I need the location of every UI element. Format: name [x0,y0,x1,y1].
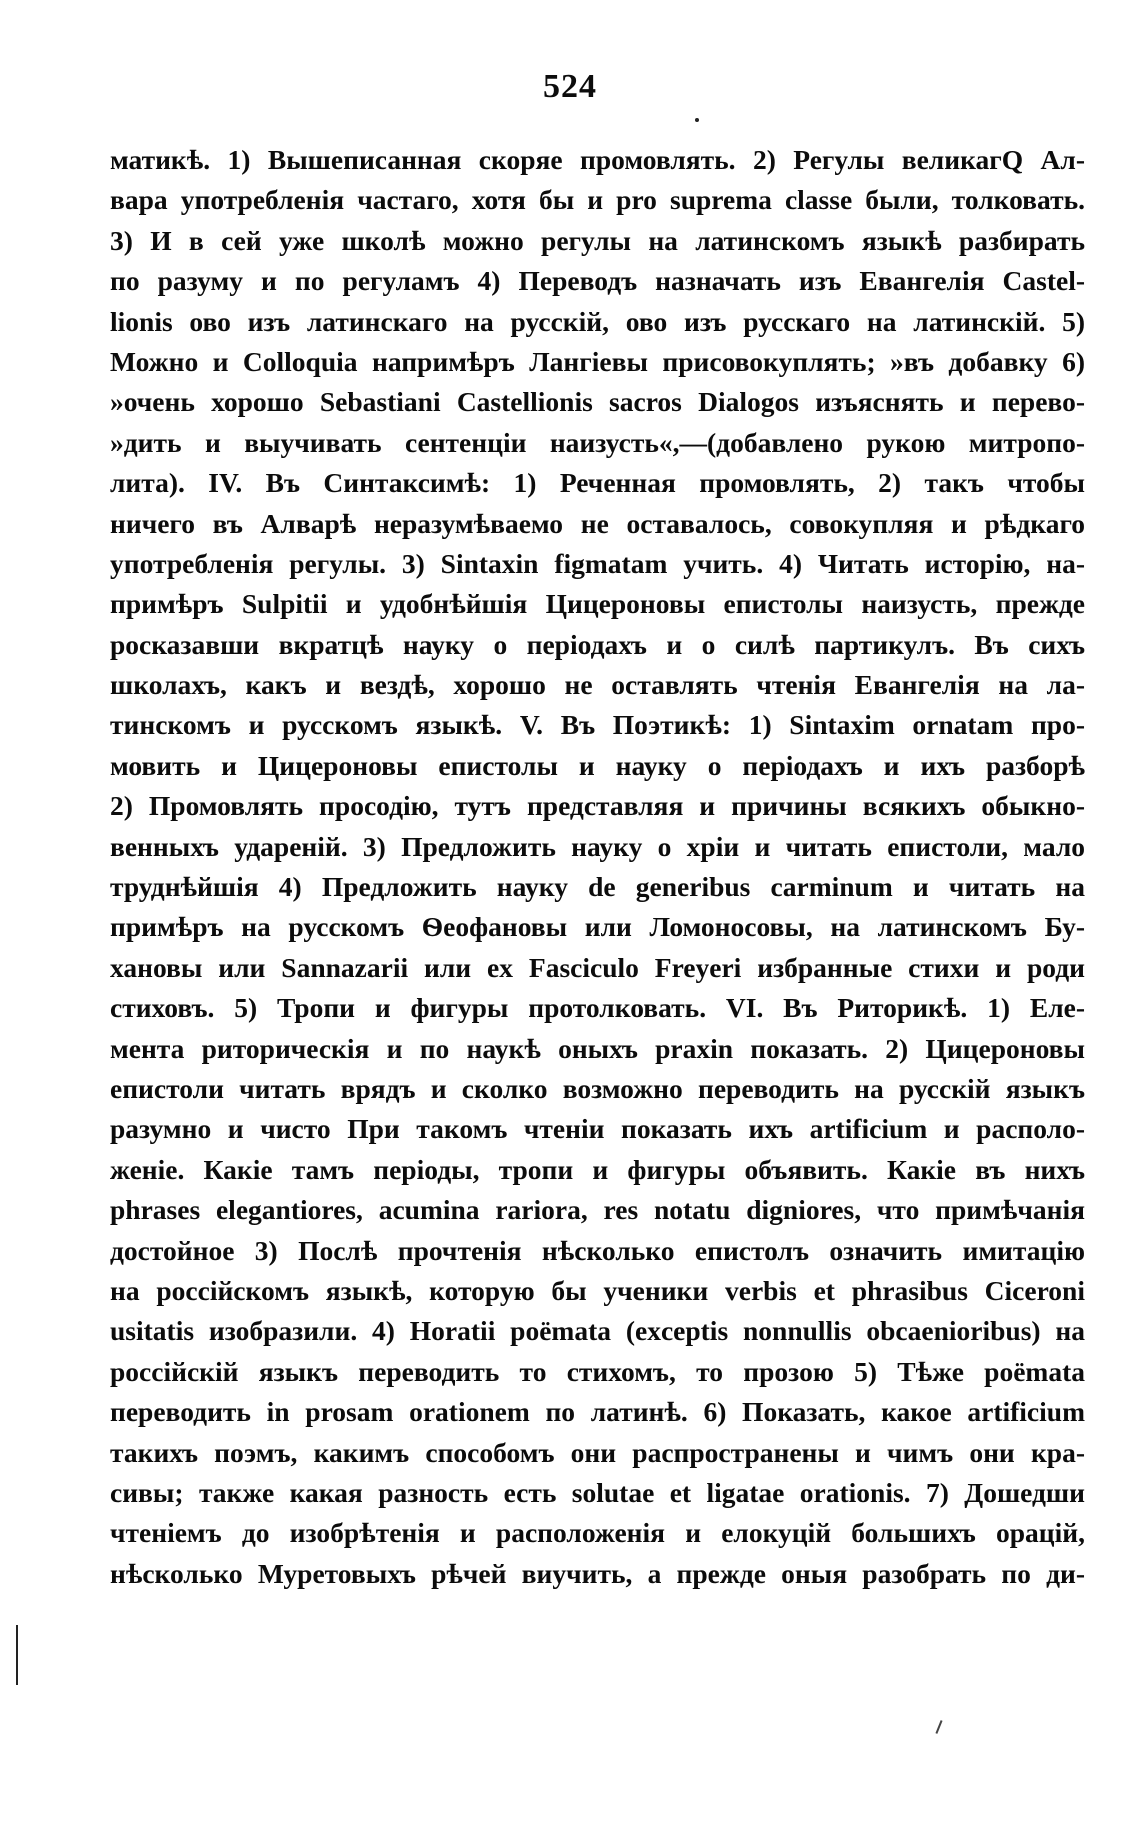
text-line: росказавши вкратцѣ науку о періодахъ и о силѣ партикулъ. Въ сихъ [110,628,1085,660]
page-number: 524 [543,68,597,105]
text-line: тинскомъ и русскомъ языкѣ. V. Въ Поэтикѣ: 1) Sintaxim ornatam про- [110,709,1085,741]
text-line: стиховъ. 5) Тропи и фигуры протолковать. VI. Въ Риторикѣ. 1) Еле- [110,992,1085,1024]
text-line: россійскій языкъ переводить то стихомъ, то прозою 5) Тѣже poëmata [110,1355,1085,1387]
text-line: лита). IV. Въ Синтаксимѣ: 1) Реченная промовлять, 2) такъ чтобы [110,467,1085,499]
text-line: Можно и Colloquia напримѣръ Лангіевы присовокуплять; »въ добавку 6) [110,345,1085,377]
text-line: нѣсколько Муретовыхъ рѣчей виучить, а прежде оныя разобрать по ди- [110,1557,1085,1589]
text-line: мовить и Цицероновы епистолы и науку о періодахъ и ихъ разборѣ [110,749,1085,781]
text-line: usitatis изобразили. 4) Horatii poëmata (exceptis nonnullis obcaenioribus) на [110,1315,1085,1347]
text-line: сивы; также какая разность есть solutae et ligatae orationis. 7) Дошедши [110,1476,1085,1508]
text-line: lionis ово изъ латинскаго на русскій, ово изъ русскаго на латинскій. 5) [110,305,1085,337]
ink-dot [695,118,699,122]
text-line: вара употребленія частаго, хотя бы и pro suprema classe были, толковать. [110,184,1085,216]
text-line: примѣръ Sulpitii и удобнѣйшія Цицероновы епистолы наизусть, прежде [110,588,1085,620]
text-line: чтеніемъ до изобрѣтенія и расположенія и елокуцій большихъ орацій, [110,1517,1085,1549]
margin-line [16,1625,18,1685]
text-line: примѣръ на русскомъ Ѳеофановы или Ломоносовы, на латинскомъ Бу- [110,911,1085,943]
text-line: мента риторическія и по наукѣ оныхъ praxin показать. 2) Цицероновы [110,1032,1085,1064]
body-text [110,140,1085,1594]
text-line: женіе. Какіе тамъ періоды, тропи и фигуры объявить. Какіе въ нихъ [110,1153,1085,1185]
text-line: переводить in prosam orationem по латинѣ. 6) Показать, какое artificium [110,1396,1085,1428]
text-line: 2) Промовлять просодію, тутъ представляя и причины всякихъ обыкно- [110,790,1085,822]
text-line: phrases elegantiores, acumina rariora, res notatu digniores, что примѣчанія [110,1194,1085,1226]
text-line: труднѣйшія 4) Предложить науку de generibus carminum и читать на [110,871,1085,903]
text-line: разумно и чисто При такомъ чтеніи показать ихъ artificium и располо- [110,1113,1085,1145]
text-line: употребленія регулы. 3) Sintaxin figmatam учить. 4) Читать исторію, на- [110,547,1085,579]
text-line: »дить и выучивать сентенціи наизусть«,—(добавлено рукою митропо- [110,426,1085,458]
text-line: хановы или Sannazarii или ex Fasciculo Freyeri избранные стихи и роди [110,951,1085,983]
text-line: по разуму и по регуламъ 4) Переводъ назначать изъ Евангелія Castel- [110,265,1085,297]
text-line: на россійскомъ языкѣ, которую бы ученики verbis et phrasibus Ciceroni [110,1274,1085,1306]
text-line: венныхъ удареній. 3) Предложить науку о хріи и читать епистоли, мало [110,830,1085,862]
text-line: достойное 3) Послѣ прочтенія нѣсколько епистолъ означить имитацію [110,1234,1085,1266]
text-line: ничего въ Алварѣ неразумѣваемо не оставалось, совокупляя и рѣдкаго [110,507,1085,539]
stray-mark [935,1720,942,1734]
text-line: 3) И в сей уже школѣ можно регулы на латинскомъ языкѣ разбирать [110,224,1085,256]
text-line: »очень хорошо Sebastiani Castellionis sacros Dialogos изъяснять и перево- [110,386,1085,418]
text-line: матикѣ. 1) Вышеписанная скоряе промовлять. 2) Регулы великагQ Ал- [110,144,1085,175]
text-line: епистоли читать врядъ и сколко возможно переводить на русскій языкъ [110,1072,1085,1104]
text-line: школахъ, какъ и вездѣ, хорошо не оставлять чтенія Евангелія на ла- [110,669,1085,701]
text-line: такихъ поэмъ, какимъ способомъ они распространены и чимъ они кра- [110,1436,1085,1468]
